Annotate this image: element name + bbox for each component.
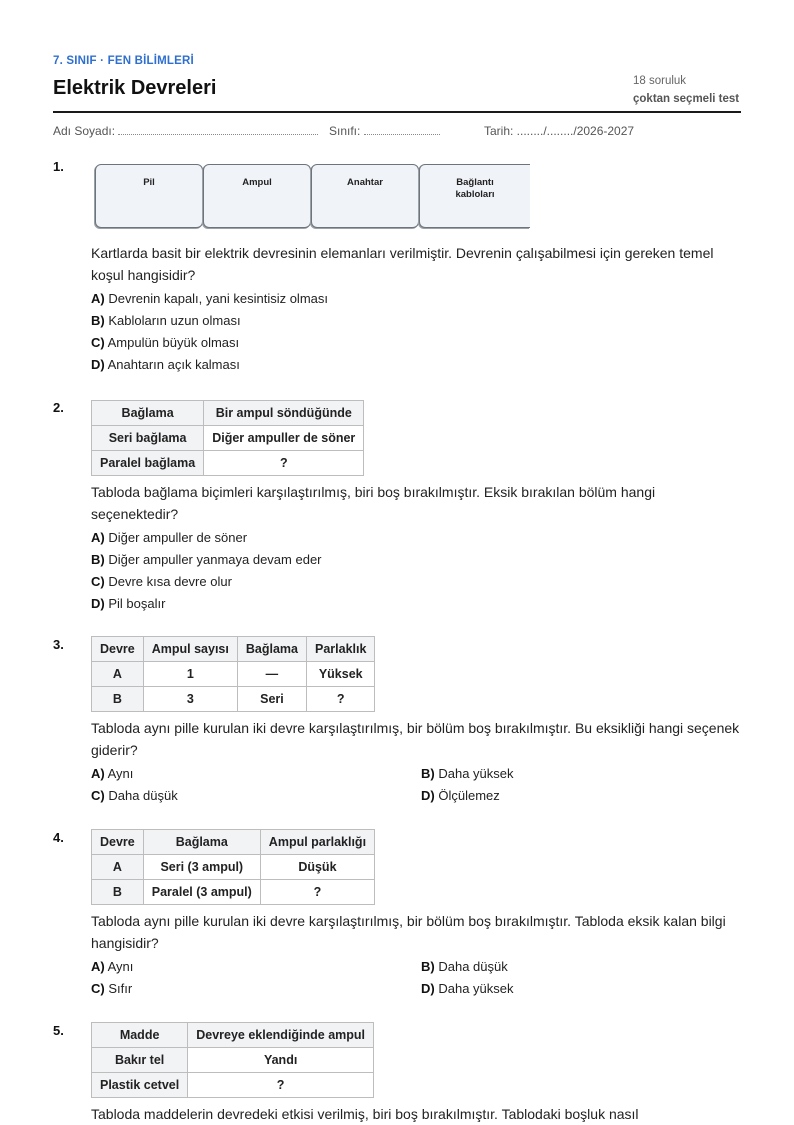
name-field[interactable] xyxy=(53,124,318,138)
option-d[interactable]: D) Ölçülemez xyxy=(421,788,500,803)
options-grid xyxy=(91,956,741,1000)
name-blank xyxy=(118,124,318,135)
table-row: Paralel bağlama ? xyxy=(92,451,364,476)
circuit-comparison-table xyxy=(91,636,375,712)
class-field[interactable] xyxy=(329,124,440,138)
card-wires: Bağlantı kabloları xyxy=(419,164,530,228)
test-type: çoktan seçmeli test xyxy=(633,93,740,105)
question-5 xyxy=(91,1022,741,1125)
option-b[interactable]: B) Kabloların uzun olması xyxy=(91,313,241,328)
option-b[interactable]: B) Daha düşük xyxy=(421,959,508,974)
option-a[interactable]: A) Devrenin kapalı, yani kesintisiz olması xyxy=(91,291,328,306)
table-row: B 3 Seri ? xyxy=(92,687,375,712)
brightness-table xyxy=(91,829,375,905)
table-row: A 1 — Yüksek xyxy=(92,662,375,687)
card-bulb: Ampul xyxy=(203,164,311,228)
header-divider xyxy=(53,111,741,113)
option-a[interactable]: A) Diğer ampuller de söner xyxy=(91,530,248,545)
option-a[interactable]: A) Aynı xyxy=(91,766,134,781)
material-table xyxy=(91,1022,374,1098)
option-d[interactable]: D) Daha yüksek xyxy=(421,981,514,996)
question-number: 3. xyxy=(53,637,64,652)
question-count: 18 soruluk xyxy=(633,75,687,87)
page-title: Elektrik Devreleri xyxy=(53,77,217,99)
option-d[interactable]: D) Pil boşalır xyxy=(91,596,166,611)
question-number: 2. xyxy=(53,400,64,415)
question-text: Tabloda aynı pille kurulan iki devre karşılaştırılmış, bir bölüm boş bırakılmıştır. Tabloda eksik kalan bilgi hangisidir? xyxy=(91,913,726,951)
option-a[interactable]: A) Aynı xyxy=(91,959,134,974)
question-number: 1. xyxy=(53,159,64,174)
question-number: 5. xyxy=(53,1023,64,1038)
question-text: Kartlarda basit bir elektrik devresinin elemanları verilmiştir. Devrenin çalışabilmesi için gereken temel koşul hangisidir? xyxy=(91,245,714,283)
connection-table xyxy=(91,400,364,476)
test-meta xyxy=(633,72,741,108)
option-c[interactable]: C) Sıfır xyxy=(91,981,133,996)
table-header-row: Devre Bağlama Ampul parlaklığı xyxy=(92,830,375,855)
question-3 xyxy=(91,636,741,807)
option-b[interactable]: B) Diğer ampuller yanmaya devam eder xyxy=(91,552,322,567)
card-battery: Pil xyxy=(95,164,203,228)
circuit-element-cards xyxy=(91,164,531,230)
question-number: 4. xyxy=(53,830,64,845)
table-header-row: Bağlama Bir ampul söndüğünde xyxy=(92,401,364,426)
date-label: Tarih: ......../......../2026-2027 xyxy=(484,124,635,138)
name-label: Adı Soyadı: xyxy=(53,124,116,138)
card-switch: Anahtar xyxy=(311,164,419,228)
table-row: B Paralel (3 ampul) ? xyxy=(92,880,375,905)
class-label: Sınıfı: xyxy=(329,124,361,138)
table-header-row: Devre Ampul sayısı Bağlama Parlaklık xyxy=(92,637,375,662)
option-c[interactable]: C) Ampulün büyük olması xyxy=(91,335,240,350)
question-text: Tabloda maddelerin devredeki etkisi verilmiş, biri boş bırakılmıştır. Tablodaki boşluk nasıl xyxy=(91,1106,639,1122)
question-4 xyxy=(91,829,741,1000)
option-d[interactable]: D) Anahtarın açık kalması xyxy=(91,357,240,372)
class-blank xyxy=(364,124,440,135)
table-row: Bakır tel Yandı xyxy=(92,1048,374,1073)
table-row: Seri bağlama Diğer ampuller de söner xyxy=(92,426,364,451)
grade-subject-label: 7. SINIF · FEN BİLİMLERİ xyxy=(53,55,194,67)
question-2 xyxy=(91,400,741,615)
question-text: Tabloda bağlama biçimleri karşılaştırılmış, biri boş bırakılmıştır. Eksik bırakılan bölüm hangi seçenektedir? xyxy=(91,484,656,522)
table-header-row: Madde Devreye eklendiğinde ampul xyxy=(92,1023,374,1048)
table-row: Plastik cetvel ? xyxy=(92,1073,374,1098)
question-1 xyxy=(91,164,741,376)
options-grid xyxy=(91,763,741,807)
table-row: A Seri (3 ampul) Düşük xyxy=(92,855,375,880)
option-c[interactable]: C) Devre kısa devre olur xyxy=(91,574,232,589)
option-c[interactable]: C) Daha düşük xyxy=(91,788,178,803)
question-text: Tabloda aynı pille kurulan iki devre karşılaştırılmış, bir bölüm boş bırakılmıştır. Bu eksikliği hangi seçenek giderir? xyxy=(91,720,740,758)
option-b[interactable]: B) Daha yüksek xyxy=(421,766,514,781)
